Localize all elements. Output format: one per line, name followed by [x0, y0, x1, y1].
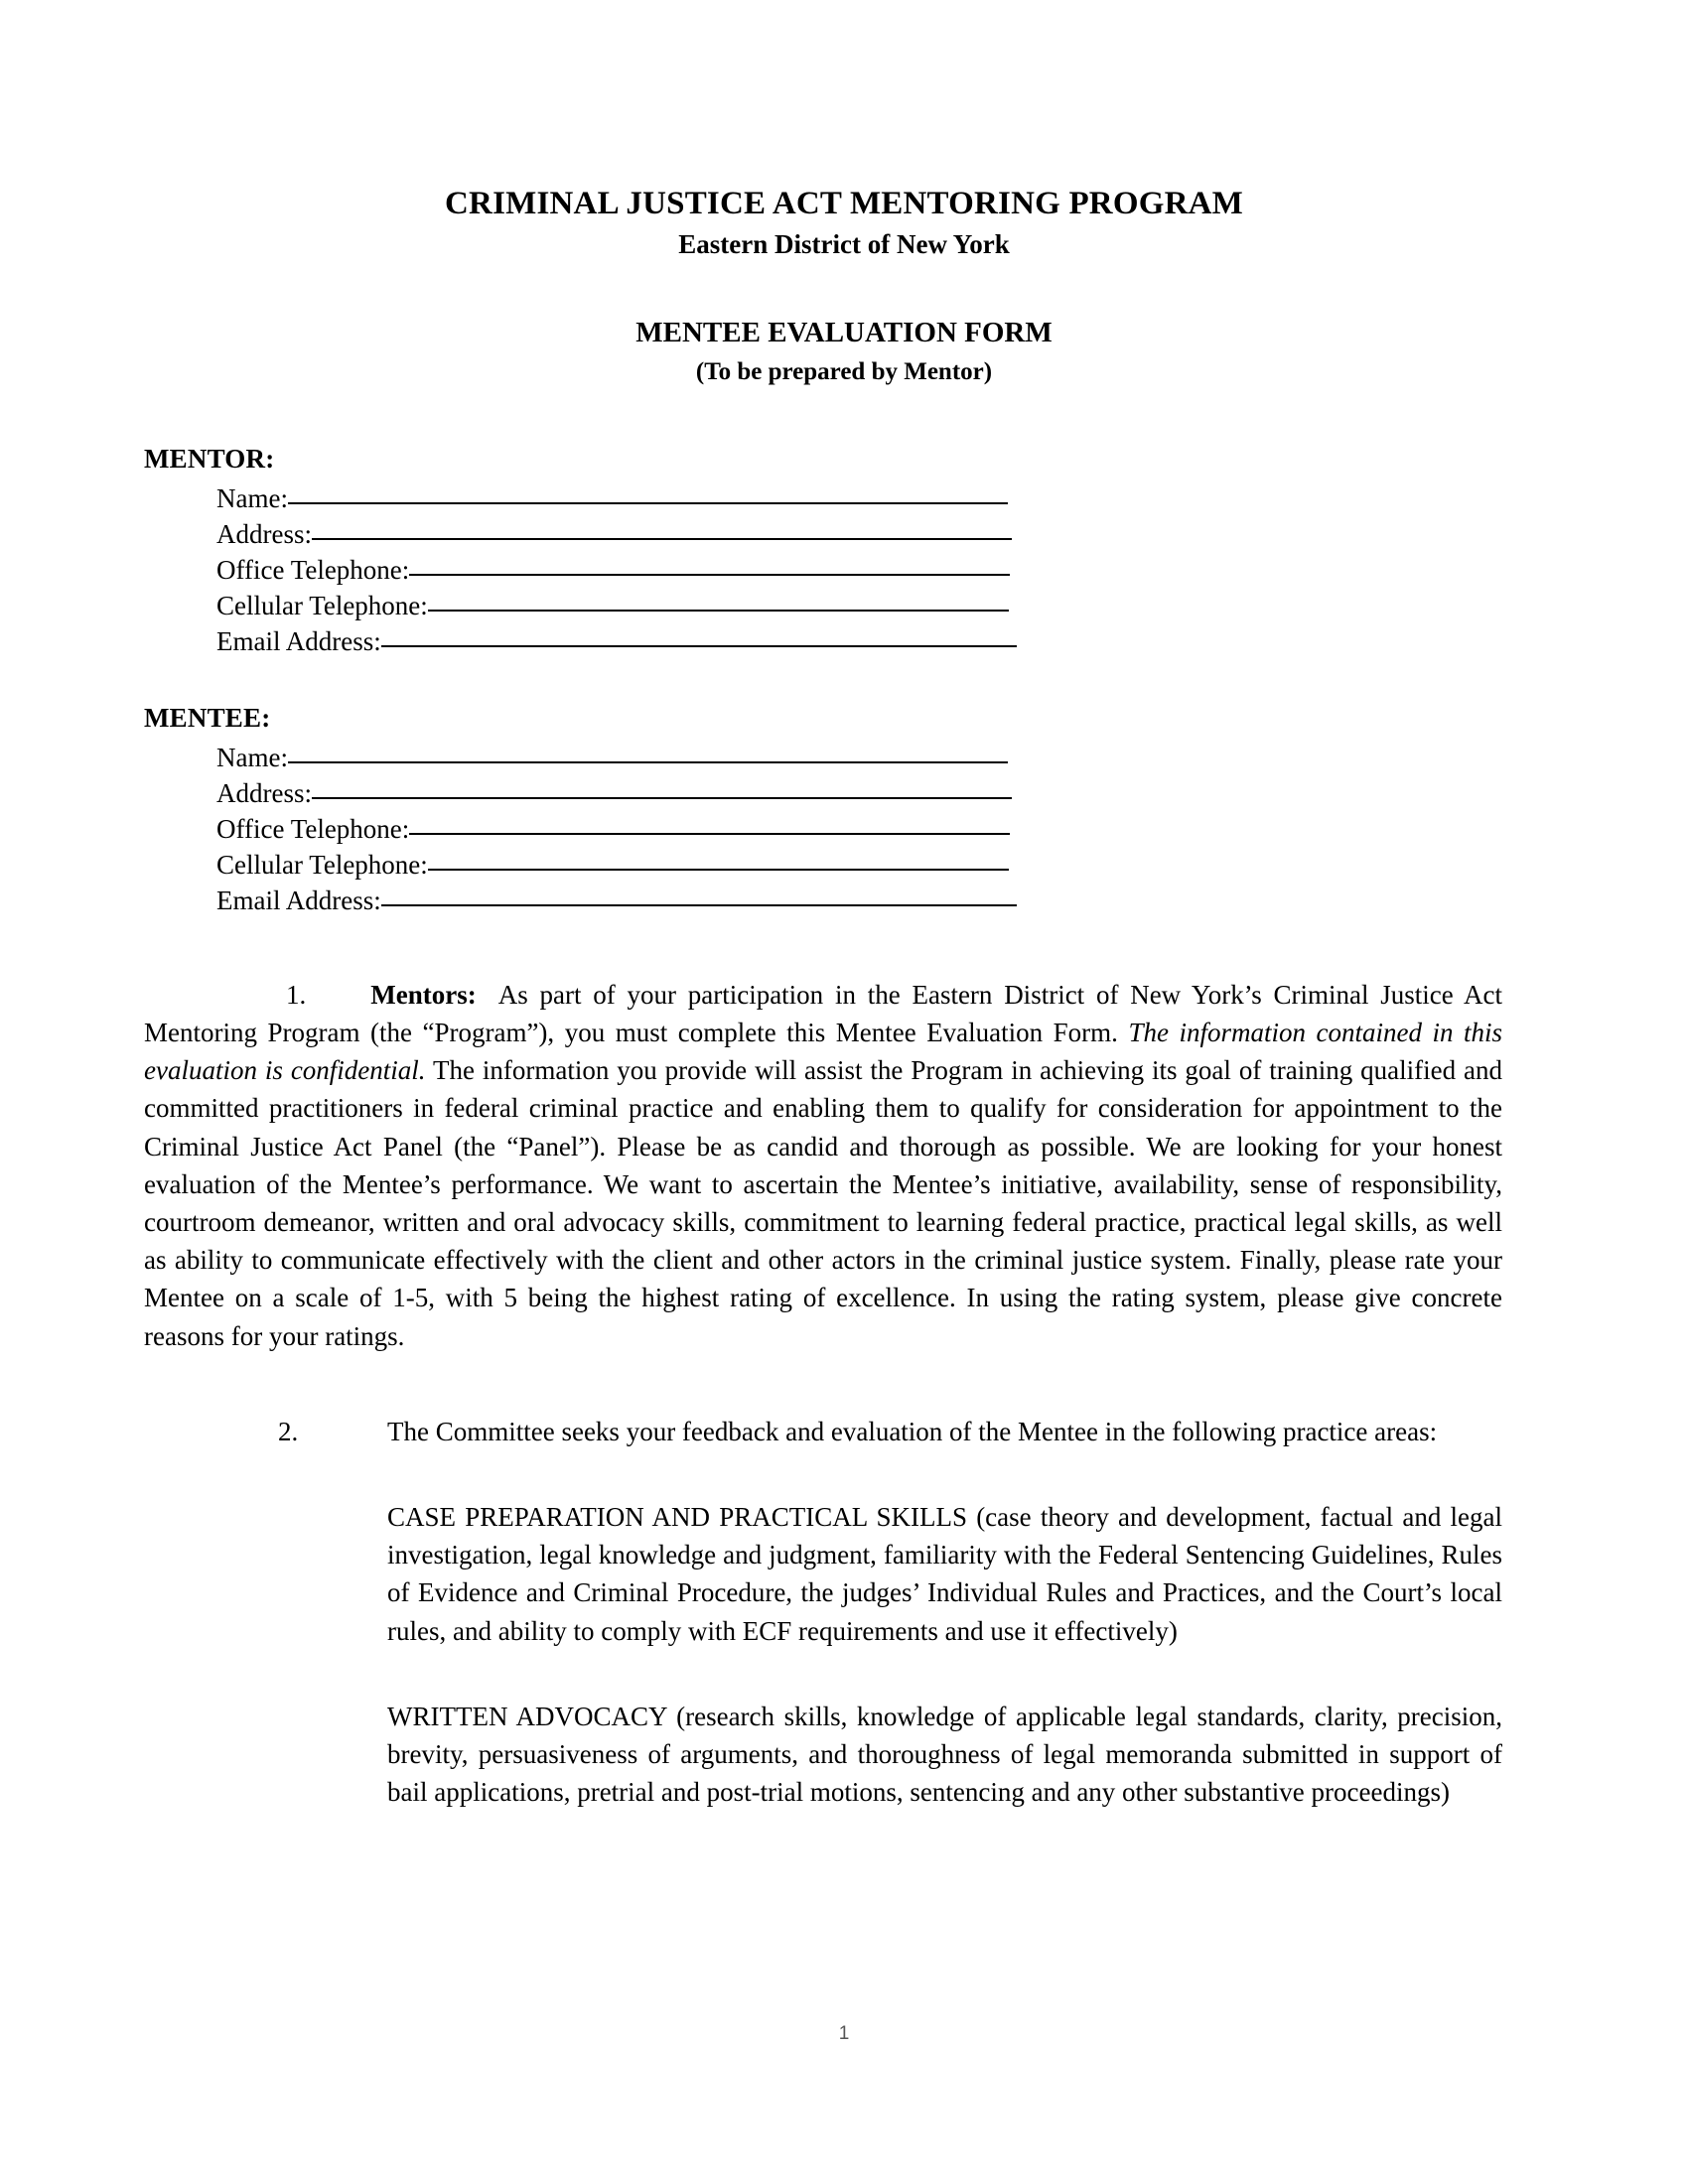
practice-area-written-advocacy-name: WRITTEN ADVOCACY — [387, 1701, 667, 1731]
paragraph-1 — [144, 976, 1502, 1355]
mentor-name-field[interactable] — [216, 480, 1504, 516]
mentee-office-telephone-field[interactable] — [216, 811, 1504, 847]
mentor-email-address-rule[interactable] — [381, 645, 1017, 647]
mentee-email-address-label: Email Address: — [216, 885, 381, 915]
practice-area-written-advocacy — [387, 1698, 1502, 1812]
title-block — [0, 0, 1688, 386]
mentee-name-rule[interactable] — [288, 761, 1008, 763]
paragraph-1-text-part-2: The information you provide will assist the Program in achieving its goal of training qualified and committed practitioners in federal criminal practice and enabling them to qualify for consideration for appointment to the Criminal Justice Act Panel (the “Panel”). Please be as candid and thorough as possible. We are looking for your honest evaluation of the Mentee’s performance. We want to ascertain the Mentee’s initiative, availability, sense of responsibility, courtroom demeanor, written and oral advocacy skills, commitment to learning federal practice, practical legal skills, as well as ability to communicate effectively with the client and other actors in the criminal justice system. Finally, please rate your Mentee on a scale of 1-5, with 5 being the highest rating of excellence. In using the rating system, please give concrete reasons for your ratings. — [144, 1055, 1502, 1351]
mentee-heading: MENTEE: — [144, 703, 271, 734]
paragraph-1-label: Mentors: — [370, 979, 477, 1010]
paragraph-1-italic-sentence: The information contained in this evaluation is confidential. — [144, 1018, 1502, 1086]
mentee-cellular-telephone-field[interactable] — [216, 847, 1504, 883]
mentor-email-address-label: Email Address: — [216, 626, 381, 656]
mentee-name-field[interactable] — [216, 740, 1504, 775]
mentor-field-list — [216, 480, 1504, 659]
form-preparation-note: (To be prepared by Mentor) — [695, 357, 993, 385]
mentor-cellular-telephone-field[interactable] — [216, 588, 1504, 623]
paragraph-2-text: The Committee seeks your feedback and evaluation of the Mentee in the following practice areas: — [387, 1416, 1438, 1446]
mentee-cellular-telephone-rule[interactable] — [428, 869, 1009, 871]
mentee-address-rule[interactable] — [312, 797, 1012, 799]
mentee-office-telephone-rule[interactable] — [409, 833, 1010, 835]
paragraph-2-number: 2. — [278, 1416, 299, 1446]
mentor-address-field[interactable] — [216, 516, 1504, 552]
page-number: 1 — [838, 2023, 850, 2044]
paragraph-1-text-part-1: As part of your participation in the Eastern District of New York’s Criminal Justice Act Mentoring Program (the “Program”), you must complete this Mentee Evaluation Form. — [144, 979, 1502, 1048]
mentor-cellular-telephone-rule[interactable] — [428, 610, 1009, 612]
mentee-address-field[interactable] — [216, 775, 1504, 811]
mentor-name-rule[interactable] — [288, 502, 1008, 504]
mentee-section — [144, 701, 1504, 918]
mentee-address-label: Address: — [216, 777, 312, 808]
mentee-email-address-field[interactable] — [216, 883, 1504, 918]
mentee-office-telephone-label: Office Telephone: — [216, 813, 410, 844]
mentee-cellular-telephone-label: Cellular Telephone: — [216, 849, 428, 880]
mentee-name-label: Name: — [216, 742, 288, 772]
mentor-email-address-field[interactable] — [216, 623, 1504, 659]
mentor-section — [144, 442, 1504, 659]
mentor-heading: MENTOR: — [144, 444, 275, 475]
mentor-office-telephone-field[interactable] — [216, 552, 1504, 588]
mentor-name-label: Name: — [216, 482, 288, 513]
mentor-cellular-telephone-label: Cellular Telephone: — [216, 590, 428, 620]
form-title: MENTEE EVALUATION FORM — [635, 317, 1053, 349]
mentee-field-list — [216, 740, 1504, 918]
practice-area-written-advocacy-description: (research skills, knowledge of applicable legal standards, clarity, precision, brevity, persuasiveness of arguments, and thoroughness of legal memoranda submitted in support of bail applications, pretrial and post-trial motions, sentencing and any other substantive proceedings) — [387, 1701, 1503, 1808]
mentor-office-telephone-rule[interactable] — [409, 574, 1010, 576]
mentor-address-rule[interactable] — [312, 538, 1012, 540]
document-title: CRIMINAL JUSTICE ACT MENTORING PROGRAM — [445, 186, 1243, 221]
paragraph-1-number: 1. — [286, 979, 307, 1010]
document-subtitle: Eastern District of New York — [678, 229, 1010, 260]
paragraph-2 — [278, 1413, 1502, 1450]
mentor-address-label: Address: — [216, 518, 312, 549]
mentee-email-address-rule[interactable] — [381, 904, 1017, 906]
practice-area-case-preparation-name: CASE PREPARATION AND PRACTICAL SKILLS — [387, 1502, 967, 1533]
practice-area-case-preparation-description: (case theory and development, factual and legal investigation, legal knowledge and judgment, familiarity with the Federal Sentencing Guidelines, Rules of Evidence and Criminal Procedure, the judges’ Individual Rules and Practices, and the Court’s local rules, and ability to comply with ECF requirements and use it effectively) — [387, 1502, 1503, 1646]
mentor-office-telephone-label: Office Telephone: — [216, 554, 410, 585]
practice-area-case-preparation — [387, 1498, 1502, 1650]
